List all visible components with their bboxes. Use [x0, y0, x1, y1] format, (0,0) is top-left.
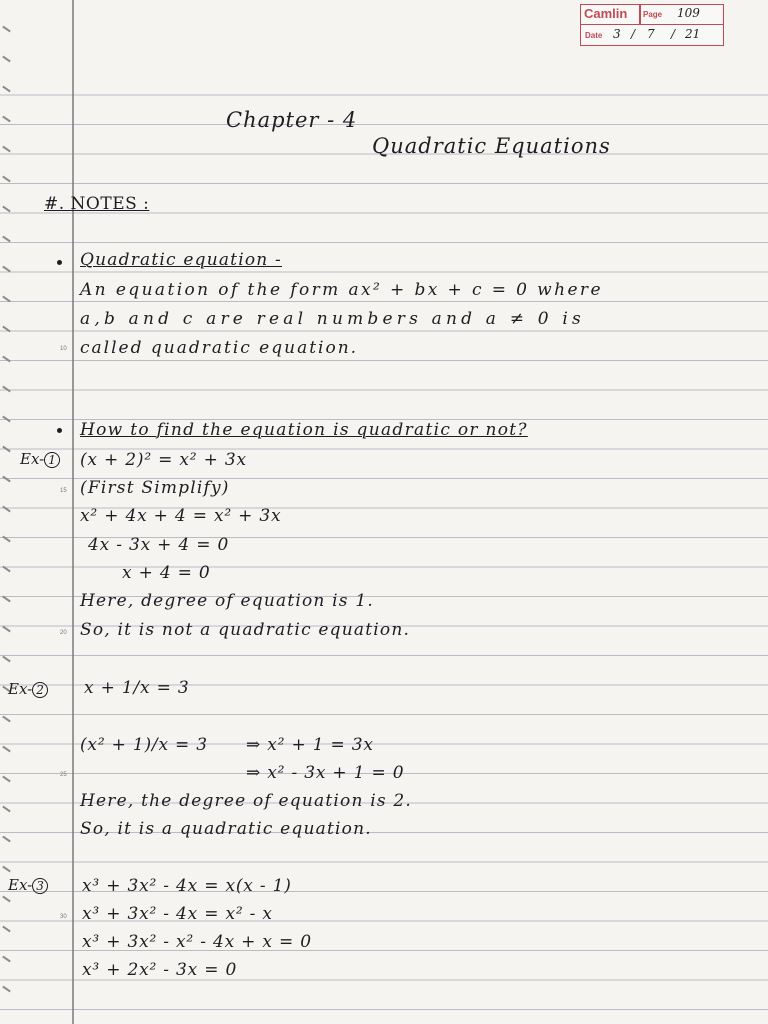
margin-line [72, 0, 74, 1024]
math-line: x³ + 3x² - x² - 4x + x = 0 [82, 932, 312, 952]
page-date-box [580, 4, 724, 46]
math-line: ⇒ x² + 1 = 3x [246, 735, 374, 755]
math-line: ⇒ x² - 3x + 1 = 0 [246, 763, 405, 783]
line-number: 10 [60, 346, 67, 352]
math-line: (x² + 1)/x = 3 [80, 735, 208, 755]
date-day: 3 [613, 27, 621, 41]
note-line: So, it is not a quadratic equation. [80, 620, 411, 640]
bullet-point [57, 428, 62, 433]
line-number: 15 [60, 488, 67, 494]
line-number: 25 [60, 772, 67, 778]
math-line: x³ + 2x² - 3x = 0 [82, 960, 238, 980]
example-label: Ex- 3 [8, 876, 48, 894]
brand-logo: Camlin [584, 6, 628, 21]
example-number: 2 [32, 682, 48, 698]
note-line: Here, degree of equation is 1. [80, 591, 374, 611]
binding-edge [0, 0, 14, 1024]
math-line: x + 4 = 0 [122, 563, 211, 583]
math-line: x² + 4x + 4 = x² + 3x [80, 506, 282, 526]
notes-label: #. NOTES : [44, 194, 150, 214]
math-line: 4x - 3x + 4 = 0 [88, 535, 230, 555]
date-month: 7 [647, 27, 655, 41]
example-label: Ex- 1 [20, 450, 60, 468]
date-row: Date 3 / 7 / 21 [585, 27, 701, 41]
definition-line: An equation of the form ax² + bx + c = 0 where [80, 280, 603, 300]
how-to-heading: How to find the equation is quadratic or not? [80, 420, 528, 440]
definition-line: called quadratic equation. [80, 338, 359, 358]
definition-line: a,b and c are real numbers and a ≠ 0 is [80, 309, 585, 329]
date-year: 21 [685, 27, 701, 41]
example-number: 1 [44, 452, 60, 468]
example-label: Ex- 2 [8, 680, 48, 698]
brand-row [581, 5, 723, 25]
line-number: 20 [60, 630, 67, 636]
math-line: x + 1/x = 3 [84, 678, 190, 698]
math-line: x³ + 3x² - 4x = x(x - 1) [82, 876, 292, 896]
page-label: Page [643, 10, 663, 19]
line-number: 30 [60, 914, 67, 920]
date-label: Date [585, 31, 603, 40]
math-line: x³ + 3x² - 4x = x² - x [82, 904, 273, 924]
chapter-heading: Chapter - 4 [226, 108, 358, 132]
math-line: (x + 2)² = x² + 3x [80, 450, 247, 470]
topic-heading: Quadratic Equations [372, 134, 611, 158]
page-number: 109 [677, 6, 700, 20]
note-line: Here, the degree of equation is 2. [80, 791, 412, 811]
note-line: (First Simplify) [80, 478, 230, 498]
bullet-point [57, 260, 62, 265]
example-number: 3 [32, 878, 48, 894]
definition-title: Quadratic equation - [80, 250, 282, 270]
note-line: So, it is a quadratic equation. [80, 819, 372, 839]
